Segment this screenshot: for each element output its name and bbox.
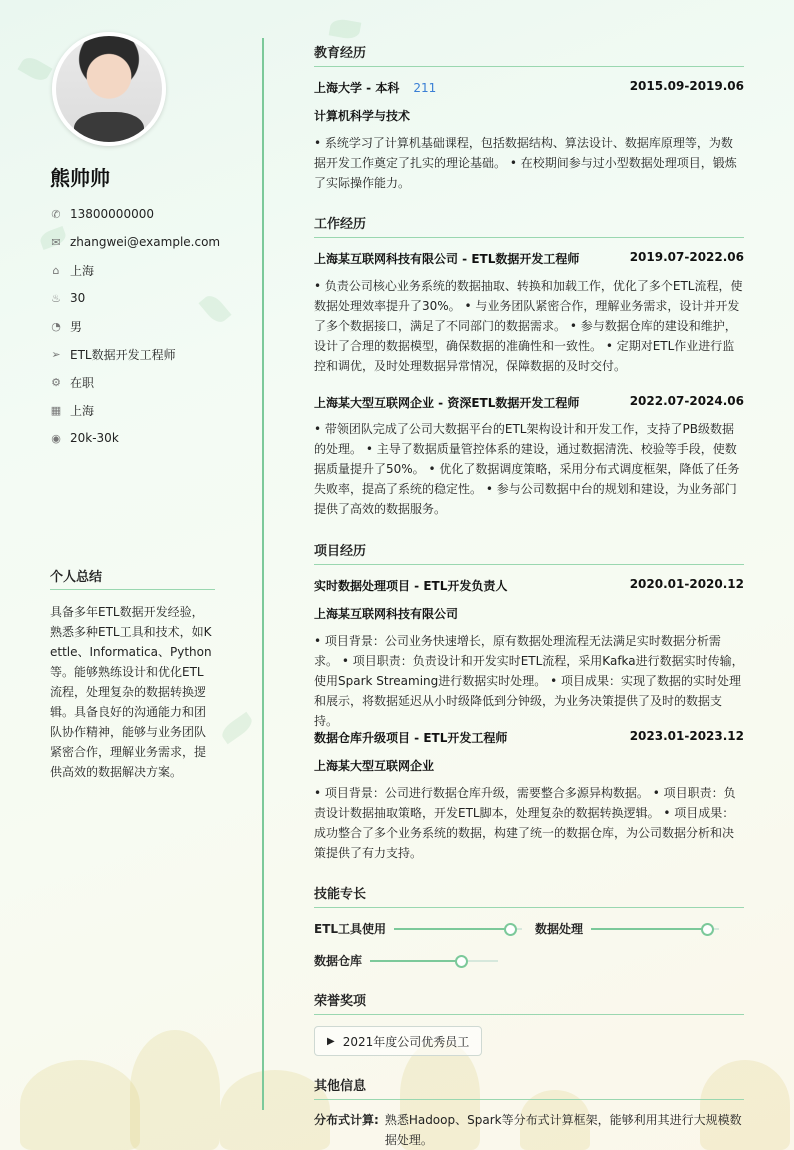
work-desc: • 负责公司核心业务系统的数据抽取、转换和加载工作，优化了多个ETL流程，使数据处理效率提升了30%。 • 与业务团队紧密合作，理解业务需求，设计并开发了多个数据接口，满足了不同部门的数据需求。 • 参与数据仓库的建设和维护，设计了合理的数据模型，确保数据的准确性和一致性。 • 定期对ETL作业进行监控和调优，及时处理数据异常情况，保障数据的及时交付。 (314, 279, 743, 373)
project-name: 数据仓库升级项目 - ETL开发工程师 (314, 731, 508, 745)
skill-name: 数据处理 (535, 922, 584, 936)
project-company: 上海某互联网科技有限公司 (314, 607, 459, 621)
skill-name: ETL工具使用 (314, 922, 387, 936)
status-item (50, 368, 220, 396)
play-triangle-icon: ▶ (327, 1035, 335, 1047)
salary-value: 20k-30k (70, 431, 119, 445)
education-desc: • 系统学习了计算机基础课程，包括数据结构、算法设计、数据库原理等，为数据开发工作奠定了扎实的理论基础。 • 在校期间参与过小型数据处理项目，锻炼了实际操作能力。 (314, 136, 737, 190)
mail-icon: ✉ (51, 235, 61, 249)
skill-bar (394, 928, 522, 930)
award-item[interactable] (314, 1026, 482, 1056)
skill-bar-knob (701, 923, 714, 936)
skill-bar-fill (370, 960, 460, 962)
status-value: 在职 (70, 375, 95, 390)
skill-bar (591, 928, 719, 930)
avatar (52, 32, 166, 146)
education-title: 教育经历 (314, 42, 744, 67)
skill-item (314, 952, 498, 969)
skill-bar-knob (455, 955, 468, 968)
work-title: 工作经历 (314, 213, 744, 238)
email-item (50, 228, 220, 256)
other-info-row (314, 1110, 744, 1150)
skill-bar (370, 960, 498, 962)
project-period: 2020.01-2020.12 (629, 577, 744, 591)
vertical-divider (262, 38, 264, 1110)
work-header (314, 250, 744, 267)
project-header (314, 577, 744, 594)
home-icon: ⌂ (52, 263, 60, 277)
skill-item (535, 920, 719, 937)
sidebar (0, 0, 262, 1150)
award-label: 2021年度公司优秀员工 (342, 1034, 470, 1049)
age-item (50, 284, 220, 312)
skill-bar-knob (504, 923, 517, 936)
school-name: 上海大学 - 本科 (314, 81, 400, 95)
phone-item (50, 200, 220, 228)
skill-bar-fill (591, 928, 706, 930)
city-item (50, 396, 220, 424)
cake-icon: ♨ (51, 291, 61, 305)
location-item (50, 256, 220, 284)
education-period: 2015.09-2019.06 (629, 79, 744, 93)
gender-item (50, 312, 220, 340)
summary-title: 个人总结 (50, 566, 215, 590)
other-title: 其他信息 (314, 1075, 744, 1100)
skill-name: 数据仓库 (314, 954, 363, 968)
building-icon: ▦ (50, 403, 62, 417)
project-company: 上海某大型互联网企业 (314, 759, 435, 773)
work-header (314, 394, 744, 411)
project-header (314, 729, 744, 746)
location-value: 上海 (70, 263, 95, 278)
other-key: 分布式计算: (314, 1113, 379, 1127)
education-header (314, 79, 744, 96)
project-period: 2023.01-2023.12 (629, 729, 744, 743)
phone-icon: ✆ (51, 207, 61, 221)
work-desc: • 带领团队完成了公司大数据平台的ETL架构设计和开发工作，支持了PB级数据的处理。 • 主导了数据质量管控体系的建设，通过数据清洗、校验等手段，使数据质量提升了50%。 • 优化了数据调度策略，采用分布式调度框架，降低了任务失败率，提高了系统的稳定性。 • 参与公司数据中台的规划和建设，为业务部门提供了高效的数据服务。 (314, 422, 740, 516)
work-period: 2022.07-2024.06 (629, 394, 744, 408)
summary-text: 具备多年ETL数据开发经验，熟悉多种ETL工具和技术，如Kettle、Informatica、Python等。能够熟练设计和优化ETL流程，处理复杂的数据转换逻辑。具备良好的沟通能力和团队协作精神，能够与业务团队紧密合作，理解业务需求，提供高效的数据解决方案。 (50, 605, 212, 779)
skill-bar-fill (394, 928, 509, 930)
city-value: 上海 (70, 403, 95, 418)
awards-title: 荣誉奖项 (314, 990, 744, 1015)
email-value: zhangwei@example.com (70, 235, 221, 249)
candidate-name: 熊帅帅 (50, 166, 110, 190)
coin-icon: ◉ (51, 431, 61, 445)
work-period: 2019.07-2022.06 (629, 250, 744, 264)
other-value: 熟悉Hadoop、Spark等分布式计算框架，能够利用其进行大规模数据处理。 (384, 1113, 742, 1147)
work-company: 上海某大型互联网企业 - 资深ETL数据开发工程师 (314, 396, 580, 410)
school-tag: 211 (413, 81, 437, 95)
gear-icon: ⚙ (51, 375, 61, 389)
position-value: ETL数据开发工程师 (70, 347, 176, 362)
skills-title: 技能专长 (314, 883, 744, 908)
project-desc: • 项目背景：公司进行数据仓库升级，需要整合多源异构数据。 • 项目职责：负责设计数据抽取策略，开发ETL脚本，处理复杂的数据转换逻辑。 • 项目成果：成功整合了多个业务系统的数据，构建了统一的数据仓库，为公司数据分析和决策提供了有力支持。 (314, 786, 736, 860)
send-icon: ➢ (51, 347, 61, 361)
education-major: 计算机科学与技术 (314, 109, 411, 123)
contact-info-list (50, 200, 220, 452)
project-name: 实时数据处理项目 - ETL开发负责人 (314, 579, 508, 593)
age-value: 30 (70, 291, 86, 305)
gender-value: 男 (70, 319, 83, 334)
salary-item (50, 424, 220, 452)
position-item (50, 340, 220, 368)
phone-value: 13800000000 (70, 207, 154, 221)
work-company: 上海某互联网科技有限公司 - ETL数据开发工程师 (314, 252, 580, 266)
skill-item (314, 920, 522, 937)
gender-icon: ◔ (51, 319, 61, 333)
project-desc: • 项目背景：公司业务快速增长，原有数据处理流程无法满足实时数据分析需求。 • 项目职责：负责设计和开发实时ETL流程，采用Kafka进行数据实时传输，使用Spark Streaming进行数据实时处理。 • 项目成果：实现了数据的实时处理和展示，将数据延迟从小时级降低到分钟级，为业务决策提供了及时的数据支持。 (314, 634, 744, 728)
projects-title: 项目经历 (314, 540, 744, 565)
